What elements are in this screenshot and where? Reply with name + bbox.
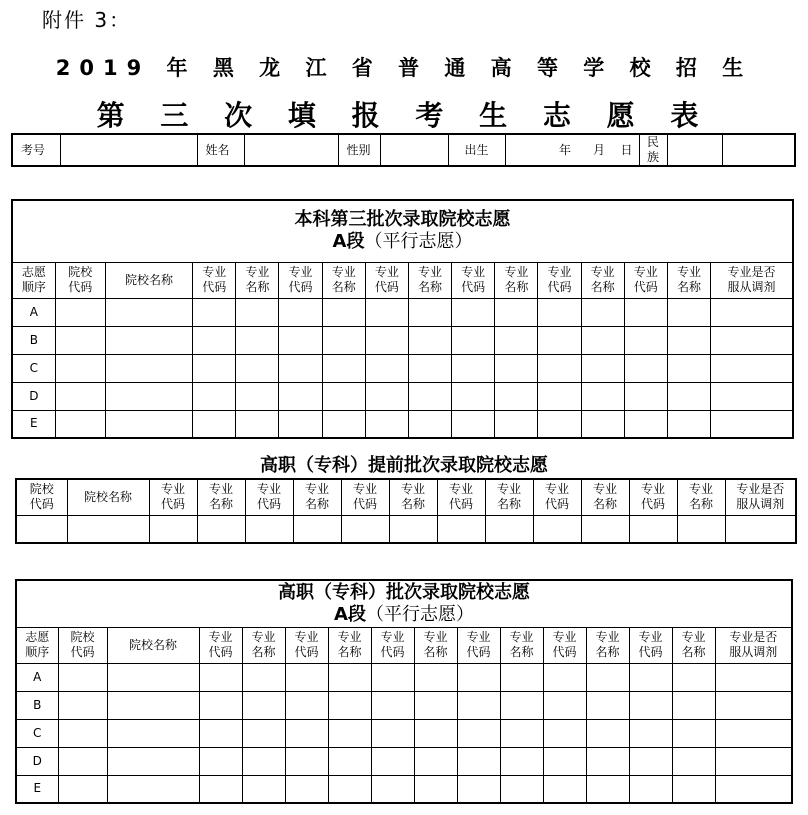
- input-cell[interactable]: [199, 747, 242, 775]
- choice-order-label: A: [12, 298, 55, 326]
- input-cell[interactable]: [236, 326, 279, 354]
- input-cell[interactable]: [533, 515, 581, 543]
- section3-column-headers: [16, 627, 792, 663]
- input-cell[interactable]: [58, 691, 107, 719]
- input-cell[interactable]: [677, 515, 725, 543]
- input-cell[interactable]: [371, 663, 414, 691]
- input-cell[interactable]: [236, 354, 279, 382]
- col-major-code: 专业 代码: [245, 479, 293, 515]
- col-order: 志愿 顺序: [12, 262, 55, 298]
- col-school-name: 院校名称: [105, 262, 192, 298]
- input-cell[interactable]: [279, 382, 322, 410]
- input-cell[interactable]: [711, 326, 793, 354]
- input-cell[interactable]: [414, 719, 457, 747]
- input-cell[interactable]: [543, 691, 586, 719]
- col-adjust: 专业是否 服从调剂: [715, 627, 792, 663]
- input-cell[interactable]: [672, 691, 715, 719]
- section3-segment-note: （平行志愿）: [365, 603, 474, 625]
- input-cell[interactable]: [55, 298, 105, 326]
- input-cell[interactable]: [452, 326, 495, 354]
- input-cell[interactable]: [242, 663, 285, 691]
- input-cell[interactable]: [437, 515, 485, 543]
- choice-order-label: A: [16, 663, 58, 691]
- input-cell[interactable]: [55, 382, 105, 410]
- gender-field[interactable]: [380, 134, 448, 166]
- input-cell[interactable]: [538, 326, 581, 354]
- input-cell[interactable]: [495, 410, 538, 438]
- input-cell[interactable]: [365, 354, 408, 382]
- section3-table: [15, 579, 793, 804]
- col-school-code: 院校 代码: [16, 479, 67, 515]
- name-field[interactable]: [244, 134, 338, 166]
- col-major-name: 专业 名称: [293, 479, 341, 515]
- input-cell[interactable]: [105, 382, 192, 410]
- input-cell[interactable]: [245, 515, 293, 543]
- section2-title: 高职（专科）提前批次录取院校志愿: [260, 455, 548, 476]
- input-cell[interactable]: [672, 775, 715, 803]
- col-major-name: 专业 名称: [586, 627, 629, 663]
- input-cell[interactable]: [629, 515, 677, 543]
- input-cell[interactable]: [457, 775, 500, 803]
- input-cell[interactable]: [285, 691, 328, 719]
- input-cell[interactable]: [629, 663, 672, 691]
- input-cell[interactable]: [581, 326, 624, 354]
- input-cell[interactable]: [107, 747, 199, 775]
- input-cell[interactable]: [199, 719, 242, 747]
- input-cell[interactable]: [58, 775, 107, 803]
- input-cell[interactable]: [408, 298, 451, 326]
- input-cell[interactable]: [581, 410, 624, 438]
- table-row: [16, 663, 792, 691]
- input-cell[interactable]: [285, 663, 328, 691]
- col-major-code: 专业 代码: [285, 627, 328, 663]
- input-cell[interactable]: [67, 515, 149, 543]
- col-major-code: 专业 代码: [538, 262, 581, 298]
- col-school-name: 院校名称: [107, 627, 199, 663]
- table-row: [12, 410, 793, 438]
- input-cell[interactable]: [193, 354, 236, 382]
- input-cell[interactable]: [581, 515, 629, 543]
- input-cell[interactable]: [293, 515, 341, 543]
- section3-header: [16, 580, 792, 627]
- section1-rows: [12, 298, 793, 438]
- input-cell[interactable]: [500, 719, 543, 747]
- input-cell[interactable]: [672, 747, 715, 775]
- col-major-code: 专业 代码: [371, 627, 414, 663]
- form-title-line2: 第 三 次 填 报 考 生 志 愿 表: [96, 99, 712, 132]
- input-cell[interactable]: [624, 326, 667, 354]
- input-cell[interactable]: [55, 326, 105, 354]
- col-major-code: 专业 代码: [149, 479, 197, 515]
- input-cell[interactable]: [715, 747, 792, 775]
- col-major-code: 专业 代码: [457, 627, 500, 663]
- input-cell[interactable]: [711, 354, 793, 382]
- input-cell[interactable]: [193, 382, 236, 410]
- section3-segment: [17, 604, 791, 626]
- input-cell[interactable]: [586, 663, 629, 691]
- col-major-name: 专业 名称: [485, 479, 533, 515]
- col-major-name: 专业 名称: [667, 262, 710, 298]
- input-cell[interactable]: [715, 691, 792, 719]
- input-cell[interactable]: [322, 298, 365, 326]
- form-title-line1: 2019 年 黑 龙 江 省 普 通 高 等 学 校 招 生: [55, 56, 753, 80]
- input-cell[interactable]: [279, 354, 322, 382]
- choice-order-label: C: [16, 719, 58, 747]
- input-cell[interactable]: [495, 382, 538, 410]
- input-cell[interactable]: [715, 719, 792, 747]
- table-row: [12, 298, 793, 326]
- col-major-code: 专业 代码: [629, 479, 677, 515]
- col-major-code: 专业 代码: [624, 262, 667, 298]
- input-cell[interactable]: [408, 354, 451, 382]
- input-cell[interactable]: [538, 382, 581, 410]
- col-major-name: 专业 名称: [414, 627, 457, 663]
- input-cell[interactable]: [285, 747, 328, 775]
- input-cell[interactable]: [105, 298, 192, 326]
- input-cell[interactable]: [279, 410, 322, 438]
- section1-segment-word: 段: [346, 231, 365, 253]
- input-cell[interactable]: [408, 410, 451, 438]
- input-cell[interactable]: [149, 515, 197, 543]
- section2-table: [15, 478, 797, 544]
- section3-title: 高职（专科）批次录取院校志愿: [278, 581, 530, 603]
- input-cell[interactable]: [485, 515, 533, 543]
- input-cell[interactable]: [586, 775, 629, 803]
- col-major-name: 专业 名称: [500, 627, 543, 663]
- table-row: [12, 354, 793, 382]
- input-cell[interactable]: [457, 747, 500, 775]
- input-cell[interactable]: [285, 719, 328, 747]
- col-major-code: 专业 代码: [543, 627, 586, 663]
- input-cell[interactable]: [199, 691, 242, 719]
- choice-order-label: E: [16, 775, 58, 803]
- col-major-name: 专业 名称: [581, 479, 629, 515]
- input-cell[interactable]: [452, 354, 495, 382]
- col-order: 志愿 顺序: [16, 627, 58, 663]
- input-cell[interactable]: [197, 515, 245, 543]
- input-cell[interactable]: [667, 410, 710, 438]
- section1-title: 本科第三批次录取院校志愿: [294, 209, 511, 231]
- input-cell[interactable]: [672, 719, 715, 747]
- input-cell[interactable]: [328, 663, 371, 691]
- col-major-code: 专业 代码: [341, 479, 389, 515]
- input-cell[interactable]: [55, 410, 105, 438]
- input-cell[interactable]: [715, 663, 792, 691]
- input-cell[interactable]: [242, 747, 285, 775]
- input-cell[interactable]: [328, 719, 371, 747]
- input-cell[interactable]: [586, 719, 629, 747]
- choice-order-label: B: [16, 691, 58, 719]
- ethnicity-field[interactable]: [667, 134, 722, 166]
- choice-order-label: E: [12, 410, 55, 438]
- input-cell[interactable]: [629, 747, 672, 775]
- input-cell[interactable]: [193, 326, 236, 354]
- input-cell[interactable]: [371, 719, 414, 747]
- gender-label: 性别: [338, 134, 380, 166]
- input-cell[interactable]: [58, 719, 107, 747]
- input-cell[interactable]: [581, 298, 624, 326]
- exam-no-label: 考号: [12, 134, 60, 166]
- section1-table: [11, 199, 794, 439]
- input-cell[interactable]: [414, 747, 457, 775]
- input-cell[interactable]: [199, 663, 242, 691]
- input-cell[interactable]: [581, 354, 624, 382]
- input-cell[interactable]: [242, 691, 285, 719]
- col-major-code: 专业 代码: [365, 262, 408, 298]
- table-row: [16, 719, 792, 747]
- input-cell[interactable]: [543, 719, 586, 747]
- input-cell[interactable]: [328, 747, 371, 775]
- input-cell[interactable]: [624, 410, 667, 438]
- col-major-name: 专业 名称: [408, 262, 451, 298]
- input-cell[interactable]: [629, 719, 672, 747]
- ethnicity-label: 民 族: [639, 134, 667, 166]
- input-cell[interactable]: [667, 326, 710, 354]
- col-major-name: 专业 名称: [672, 627, 715, 663]
- input-cell[interactable]: [586, 747, 629, 775]
- input-cell[interactable]: [193, 298, 236, 326]
- input-cell[interactable]: [495, 354, 538, 382]
- input-cell[interactable]: [371, 747, 414, 775]
- choice-order-label: D: [16, 747, 58, 775]
- input-cell[interactable]: [236, 298, 279, 326]
- input-cell[interactable]: [538, 298, 581, 326]
- input-cell[interactable]: [711, 298, 793, 326]
- input-cell[interactable]: [414, 691, 457, 719]
- input-cell[interactable]: [107, 663, 199, 691]
- col-school-code: 院校 代码: [55, 262, 105, 298]
- table-row: [12, 382, 793, 410]
- section1-segment: [13, 231, 792, 253]
- input-cell[interactable]: [236, 382, 279, 410]
- input-cell[interactable]: [236, 410, 279, 438]
- section1-segment-letter: A: [332, 231, 347, 253]
- input-cell[interactable]: [624, 298, 667, 326]
- input-cell[interactable]: [452, 298, 495, 326]
- birth-year-label: 年: [505, 134, 575, 166]
- input-cell[interactable]: [414, 663, 457, 691]
- table-row: [16, 747, 792, 775]
- section1-column-headers: [12, 262, 793, 298]
- attachment-label: 附件 3：: [42, 8, 132, 32]
- table-row: [12, 326, 793, 354]
- name-label: 姓名: [197, 134, 244, 166]
- col-major-code: 专业 代码: [279, 262, 322, 298]
- col-major-name: 专业 名称: [328, 627, 371, 663]
- col-major-code: 专业 代码: [533, 479, 581, 515]
- birth-day-label: 日: [605, 134, 639, 166]
- input-cell[interactable]: [371, 775, 414, 803]
- input-cell[interactable]: [107, 719, 199, 747]
- input-cell[interactable]: [365, 326, 408, 354]
- input-cell[interactable]: [543, 775, 586, 803]
- input-cell[interactable]: [495, 326, 538, 354]
- input-cell[interactable]: [322, 354, 365, 382]
- birth-label: 出生: [448, 134, 505, 166]
- input-cell[interactable]: [107, 775, 199, 803]
- input-cell[interactable]: [322, 410, 365, 438]
- input-cell[interactable]: [341, 515, 389, 543]
- input-cell[interactable]: [586, 691, 629, 719]
- input-cell[interactable]: [193, 410, 236, 438]
- input-cell[interactable]: [500, 691, 543, 719]
- col-major-name: 专业 名称: [581, 262, 624, 298]
- input-cell[interactable]: [629, 775, 672, 803]
- input-cell[interactable]: [715, 775, 792, 803]
- input-cell[interactable]: [328, 691, 371, 719]
- input-cell[interactable]: [725, 515, 796, 543]
- input-cell[interactable]: [55, 354, 105, 382]
- input-cell[interactable]: [500, 663, 543, 691]
- input-cell[interactable]: [581, 382, 624, 410]
- input-cell[interactable]: [452, 410, 495, 438]
- input-cell[interactable]: [105, 410, 192, 438]
- input-cell[interactable]: [452, 382, 495, 410]
- col-major-name: 专业 名称: [322, 262, 365, 298]
- table-row: [16, 515, 796, 543]
- col-adjust: 专业是否 服从调剂: [725, 479, 796, 515]
- input-cell[interactable]: [457, 691, 500, 719]
- col-major-code: 专业 代码: [437, 479, 485, 515]
- input-cell[interactable]: [285, 775, 328, 803]
- input-cell[interactable]: [667, 382, 710, 410]
- section1-header: [12, 200, 793, 262]
- input-cell[interactable]: [105, 326, 192, 354]
- birth-month-label: 月: [575, 134, 605, 166]
- input-cell[interactable]: [58, 663, 107, 691]
- col-school-name: 院校名称: [67, 479, 149, 515]
- choice-order-label: D: [12, 382, 55, 410]
- input-cell[interactable]: [408, 326, 451, 354]
- input-cell[interactable]: [667, 298, 710, 326]
- input-cell[interactable]: [328, 775, 371, 803]
- input-cell[interactable]: [371, 691, 414, 719]
- input-cell[interactable]: [538, 354, 581, 382]
- col-major-code: 专业 代码: [452, 262, 495, 298]
- section2-column-headers: [16, 479, 796, 515]
- input-cell[interactable]: [500, 775, 543, 803]
- input-cell[interactable]: [543, 663, 586, 691]
- input-cell[interactable]: [242, 719, 285, 747]
- input-cell[interactable]: [711, 410, 793, 438]
- candidate-info-table: [11, 133, 796, 167]
- input-cell[interactable]: [365, 382, 408, 410]
- col-major-name: 专业 名称: [389, 479, 437, 515]
- section1-segment-note: （平行志愿）: [364, 231, 473, 253]
- input-cell[interactable]: [711, 382, 793, 410]
- input-cell[interactable]: [624, 354, 667, 382]
- input-cell[interactable]: [322, 326, 365, 354]
- col-adjust: 专业是否 服从调剂: [711, 262, 793, 298]
- input-cell[interactable]: [365, 298, 408, 326]
- input-cell[interactable]: [629, 691, 672, 719]
- col-major-name: 专业 名称: [197, 479, 245, 515]
- input-cell[interactable]: [538, 410, 581, 438]
- input-cell[interactable]: [543, 747, 586, 775]
- col-major-code: 专业 代码: [199, 627, 242, 663]
- table-row: [16, 775, 792, 803]
- choice-order-label: B: [12, 326, 55, 354]
- input-cell[interactable]: [667, 354, 710, 382]
- input-cell[interactable]: [365, 410, 408, 438]
- table-row: [16, 691, 792, 719]
- col-major-code: 专业 代码: [629, 627, 672, 663]
- input-cell[interactable]: [389, 515, 437, 543]
- col-major-name: 专业 名称: [242, 627, 285, 663]
- input-cell[interactable]: [58, 747, 107, 775]
- input-cell[interactable]: [495, 298, 538, 326]
- col-major-name: 专业 名称: [236, 262, 279, 298]
- input-cell[interactable]: [500, 747, 543, 775]
- input-cell[interactable]: [279, 326, 322, 354]
- input-cell[interactable]: [457, 719, 500, 747]
- input-cell[interactable]: [322, 382, 365, 410]
- section3-segment-letter: A: [334, 603, 348, 625]
- input-cell[interactable]: [672, 663, 715, 691]
- input-cell[interactable]: [457, 663, 500, 691]
- col-major-name: 专业 名称: [677, 479, 725, 515]
- input-cell[interactable]: [242, 775, 285, 803]
- col-major-name: 专业 名称: [495, 262, 538, 298]
- choice-order-label: C: [12, 354, 55, 382]
- section3-rows: [16, 663, 792, 803]
- input-cell[interactable]: [414, 775, 457, 803]
- input-cell[interactable]: [408, 382, 451, 410]
- exam-no-field[interactable]: [60, 134, 197, 166]
- col-major-code: 专业 代码: [193, 262, 236, 298]
- input-cell[interactable]: [624, 382, 667, 410]
- input-cell[interactable]: [279, 298, 322, 326]
- input-cell[interactable]: [107, 691, 199, 719]
- section3-segment-word: 段: [347, 603, 366, 625]
- input-cell[interactable]: [199, 775, 242, 803]
- input-cell[interactable]: [16, 515, 67, 543]
- input-cell[interactable]: [105, 354, 192, 382]
- col-school-code: 院校 代码: [58, 627, 107, 663]
